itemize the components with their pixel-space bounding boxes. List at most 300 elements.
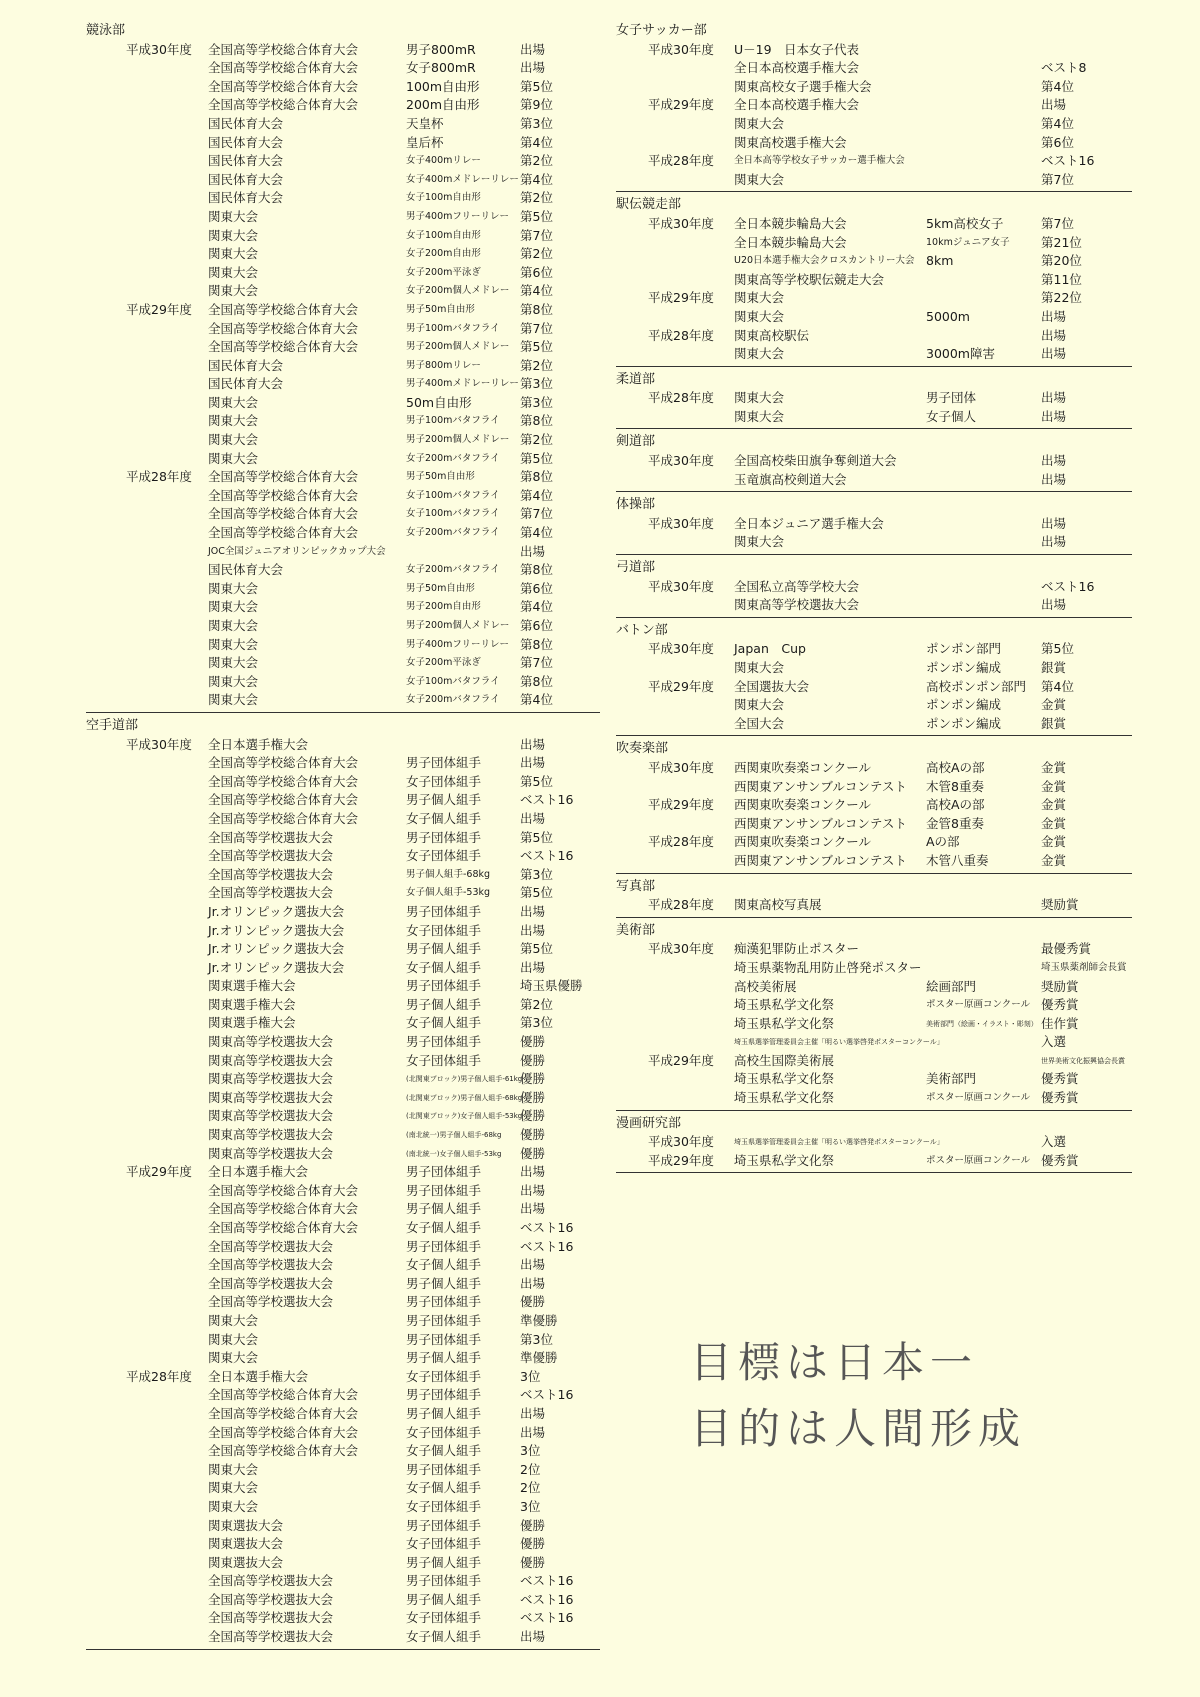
year-label: 平成28年度 — [126, 469, 192, 485]
event-name: 女子個人組手 — [406, 1480, 482, 1496]
result-value: 第5位 — [520, 208, 553, 224]
result-row — [86, 1498, 600, 1517]
result-value: 第8位 — [520, 636, 553, 652]
result-value: 第11位 — [1041, 271, 1082, 287]
result-value: 第4位 — [520, 487, 553, 503]
event-name: ポンポン編成 — [926, 697, 1002, 713]
result-value: 出場 — [520, 1275, 546, 1291]
competition-name: 関東選手権大会 — [208, 1015, 296, 1031]
event-name: 女子200mバタフライ — [406, 452, 500, 464]
competition-name: 全国高等学校選抜大会 — [208, 1573, 334, 1589]
competition-name: 全国高等学校選抜大会 — [208, 1610, 334, 1626]
year-group — [86, 41, 600, 301]
competition-name: 埼玉県私学文化祭 — [734, 1090, 835, 1106]
event-name: 女子個人組手 — [406, 1015, 482, 1031]
event-name: (北関東ブロック)男子個人組手-61kg — [406, 1075, 523, 1084]
result-row — [86, 245, 600, 264]
competition-name: 関東大会 — [208, 599, 259, 615]
event-name: 女子100mバタフライ — [406, 489, 500, 501]
competition-name: 全国高等学校総合体育大会 — [208, 506, 359, 522]
competition-name: 全国高等学校総合体育大会 — [208, 339, 359, 355]
competition-name: 関東大会 — [734, 534, 785, 550]
result-row — [616, 271, 1132, 290]
result-value: 第4位 — [520, 599, 553, 615]
result-row — [86, 977, 600, 996]
competition-name: Jr.オリンピック選抜大会 — [208, 959, 345, 975]
result-value: 優勝 — [520, 1034, 546, 1050]
competition-name: 関東大会 — [734, 408, 785, 424]
event-name: 木管八重奏 — [926, 852, 989, 868]
competition-name: 関東大会 — [734, 290, 785, 306]
year-label: 平成28年度 — [648, 153, 714, 169]
competition-name: 全国高等学校総合体育大会 — [208, 792, 359, 808]
event-name: (北関東ブロック)男子個人組手-68kg — [406, 1093, 523, 1102]
competition-name: 関東高校写真展 — [734, 897, 822, 913]
result-row — [86, 134, 600, 153]
year-label: 平成29年度 — [648, 1052, 714, 1068]
result-row — [616, 96, 1132, 115]
year-label: 平成30年度 — [648, 215, 714, 231]
result-row — [616, 1033, 1132, 1052]
competition-name: 関東高等学校選抜大会 — [208, 1071, 334, 1087]
result-value: 出場 — [520, 60, 546, 76]
result-row — [86, 1200, 600, 1219]
competition-name: 埼玉県薬物乱用防止啓発ポスター — [734, 959, 922, 975]
event-name: 男子個人組手 — [406, 1350, 482, 1366]
competition-name: 関東高校女子選手権大会 — [734, 78, 872, 94]
result-row — [86, 810, 600, 829]
competition-name: 関東選手権大会 — [208, 996, 296, 1012]
event-name: 女子団体組手 — [406, 922, 482, 938]
result-row — [86, 1107, 600, 1126]
competition-name: 全日本選手権大会 — [208, 1164, 309, 1180]
result-row — [616, 778, 1132, 797]
competition-name: Japan Cup — [734, 641, 806, 657]
result-value: 第7位 — [1041, 171, 1074, 187]
club-section — [616, 559, 1132, 618]
result-row — [616, 134, 1132, 153]
club-title: 柔道部 — [616, 371, 656, 387]
result-row — [86, 1349, 600, 1368]
competition-name: 関東大会 — [208, 655, 259, 671]
result-row — [86, 1238, 600, 1257]
result-value: ベスト16 — [520, 1387, 574, 1403]
result-row — [86, 1442, 600, 1461]
competition-name: Jr.オリンピック選抜大会 — [208, 941, 345, 957]
result-value: 出場 — [520, 1182, 546, 1198]
event-name: 女子団体組手 — [406, 848, 482, 864]
competition-name: 関東選抜大会 — [208, 1536, 284, 1552]
event-name: 女子100mバタフライ — [406, 508, 500, 520]
event-name: 女子団体組手 — [406, 1368, 482, 1384]
competition-name: 玉竜旗高校剣道大会 — [734, 471, 847, 487]
competition-name: 国民体育大会 — [208, 153, 284, 169]
result-value: 出場 — [1041, 515, 1067, 531]
competition-name: 関東大会 — [208, 394, 259, 410]
year-label: 平成30年度 — [648, 941, 714, 957]
event-name: 男子200m個人メドレー — [406, 341, 510, 353]
result-row — [86, 468, 600, 487]
result-row — [86, 1070, 600, 1089]
result-value: 第3位 — [520, 115, 553, 131]
event-name: 男子個人組手 — [406, 1275, 482, 1291]
event-name: 男子個人組手 — [406, 1201, 482, 1217]
result-value: 優勝 — [520, 1554, 546, 1570]
event-name: 100m自由形 — [406, 78, 480, 94]
result-value: 3位 — [520, 1368, 541, 1384]
result-row — [616, 171, 1132, 190]
result-row — [616, 1089, 1132, 1108]
event-name: 高校ポンポン部門 — [926, 678, 1027, 694]
club-section — [616, 371, 1132, 430]
event-name: 5km高校女子 — [926, 215, 1004, 231]
result-row — [86, 1368, 600, 1387]
event-name: 男子団体組手 — [406, 1182, 482, 1198]
result-value: 2位 — [520, 1480, 541, 1496]
year-group — [616, 452, 1132, 489]
result-row — [86, 1089, 600, 1108]
result-row — [86, 922, 600, 941]
event-name: 女子200m個人メドレー — [406, 285, 510, 297]
result-row — [86, 847, 600, 866]
event-name: 男子団体組手 — [406, 903, 482, 919]
event-name: 女子個人組手-53kg — [406, 887, 491, 899]
result-value: 出場 — [520, 1424, 546, 1440]
result-value: 最優秀賞 — [1041, 941, 1092, 957]
result-row — [86, 654, 600, 673]
competition-name: 高校生国際美術展 — [734, 1052, 835, 1068]
event-name: 男子団体組手 — [406, 1573, 482, 1589]
competition-name: 全国高等学校総合体育大会 — [208, 1424, 359, 1440]
slogan-line-1: 目標は日本一 — [690, 1338, 979, 1387]
result-value: 第8位 — [520, 469, 553, 485]
competition-name: 全国私立高等学校大会 — [734, 578, 860, 594]
event-name: 女子個人組手 — [406, 1220, 482, 1235]
event-name: 10kmジュニア女子 — [926, 236, 1010, 248]
event-name: 女子団体組手 — [406, 1536, 482, 1552]
result-row — [616, 78, 1132, 97]
event-name: 50m自由形 — [406, 394, 472, 410]
competition-name: 関東高等学校選抜大会 — [734, 597, 860, 613]
event-name: 8km — [926, 253, 954, 269]
club-section — [616, 22, 1132, 192]
competition-name: 関東大会 — [208, 673, 259, 689]
result-value: ベスト8 — [1041, 60, 1087, 76]
event-name: 女子団体組手 — [406, 1610, 482, 1626]
event-name: 男子200m個人メドレー — [406, 434, 510, 446]
result-row — [616, 678, 1132, 697]
event-name: 女子800mR — [406, 60, 476, 76]
slogan — [690, 1330, 1130, 1462]
competition-name: 全国高等学校選抜大会 — [208, 866, 334, 882]
year-label: 平成30年度 — [648, 759, 714, 775]
competition-name: 全国高等学校総合体育大会 — [208, 1182, 359, 1198]
result-row — [616, 640, 1132, 659]
event-name: 男子団体組手 — [406, 1294, 482, 1310]
result-value: 金賞 — [1041, 759, 1067, 775]
result-value: 金賞 — [1041, 797, 1067, 813]
result-value: 奨励賞 — [1041, 897, 1079, 913]
result-row — [616, 408, 1132, 427]
event-name: 男子800mリレー — [406, 359, 481, 371]
event-name: ポンポン編成 — [926, 660, 1002, 675]
event-name: 高校Aの部 — [926, 797, 985, 813]
result-value: 第8位 — [520, 413, 553, 429]
result-value: 優勝 — [520, 1071, 546, 1087]
result-value: 準優勝 — [520, 1350, 558, 1366]
club-title: 女子サッカー部 — [616, 23, 707, 38]
event-name: 200m自由形 — [406, 97, 480, 113]
result-value: 第6位 — [520, 580, 553, 596]
result-value: ベスト16 — [520, 1573, 574, 1589]
result-value: 埼玉県優勝 — [520, 978, 583, 994]
year-group — [86, 1163, 600, 1368]
year-label: 平成30年度 — [648, 41, 714, 57]
result-row — [616, 152, 1132, 171]
result-value: 出場 — [520, 1257, 546, 1273]
year-label: 平成30年度 — [126, 736, 192, 752]
result-value: 第8位 — [520, 301, 553, 317]
result-row — [616, 289, 1132, 308]
competition-name: 国民体育大会 — [208, 171, 284, 187]
competition-name: 関東大会 — [734, 115, 785, 131]
result-value: 出場 — [520, 543, 546, 559]
year-label: 平成30年度 — [648, 515, 714, 531]
club-title: 剣道部 — [616, 434, 656, 450]
event-name: 男子団体組手 — [406, 1034, 482, 1050]
competition-name: 関東大会 — [734, 697, 785, 713]
year-label: 平成28年度 — [648, 834, 714, 850]
slogan-line-2: 目的は人間形成 — [690, 1404, 1027, 1453]
result-row — [86, 1014, 600, 1033]
result-row — [86, 673, 600, 692]
result-row — [86, 431, 600, 450]
competition-name: 全日本選手権大会 — [208, 1368, 309, 1384]
competition-name: 全日本選手権大会 — [208, 736, 309, 752]
result-value: 出場 — [1041, 534, 1067, 550]
result-row — [86, 1424, 600, 1443]
club-title: 吹奏楽部 — [616, 741, 669, 757]
result-row — [86, 1145, 600, 1164]
result-row — [86, 884, 600, 903]
result-row — [86, 636, 600, 655]
result-value: 出場 — [520, 1201, 546, 1217]
year-group — [616, 289, 1132, 326]
event-name: 女子個人組手 — [406, 1443, 482, 1459]
result-row — [616, 659, 1132, 678]
result-value: ベスト16 — [520, 1591, 574, 1607]
result-row — [616, 252, 1132, 271]
result-value: 出場 — [520, 736, 546, 752]
result-value: 第2位 — [520, 357, 553, 373]
result-value: 優勝 — [520, 1127, 546, 1143]
competition-name: 全日本高等学校女子サッカー選手権大会 — [734, 155, 905, 167]
result-value: 優勝 — [520, 1108, 546, 1124]
club-title: 美術部 — [616, 922, 656, 938]
year-label: 平成30年度 — [648, 641, 714, 657]
competition-name: 関東大会 — [208, 580, 259, 596]
result-row — [86, 412, 600, 431]
year-group — [616, 389, 1132, 426]
competition-name: 関東大会 — [208, 246, 259, 262]
competition-name: 全日本競歩輪島大会 — [734, 215, 847, 231]
result-value: 第2位 — [520, 153, 553, 169]
competition-name: 関東大会 — [208, 1480, 259, 1496]
competition-name: 全国高等学校選抜大会 — [208, 1257, 334, 1273]
competition-name: 全国選抜大会 — [734, 678, 810, 694]
competition-name: 関東大会 — [208, 227, 259, 243]
year-label: 平成28年度 — [648, 897, 714, 913]
competition-name: JOC全国ジュニアオリンピックカップ大会 — [208, 545, 386, 557]
result-value: 第20位 — [1041, 253, 1082, 269]
result-row — [86, 791, 600, 810]
result-value: 奨励賞 — [1041, 978, 1079, 994]
result-value: ベスト16 — [1041, 578, 1095, 594]
year-label: 平成30年度 — [648, 578, 714, 594]
competition-name: 高校美術展 — [734, 978, 797, 994]
competition-name: 全国高等学校総合体育大会 — [208, 78, 359, 94]
result-value: 第21位 — [1041, 234, 1082, 250]
competition-name: U－19 日本女子代表 — [734, 41, 860, 57]
competition-name: 関東高校駅伝 — [734, 327, 810, 343]
event-name: 男子100mバタフライ — [406, 415, 500, 427]
result-value: 出場 — [520, 810, 546, 826]
result-row — [86, 59, 600, 78]
result-row — [616, 1052, 1132, 1071]
club-title: 駅伝競走部 — [616, 197, 682, 213]
event-name: 女子個人組手 — [406, 959, 482, 975]
result-row — [86, 959, 600, 978]
competition-name: 関東大会 — [208, 1350, 259, 1366]
competition-name: 国民体育大会 — [208, 190, 284, 206]
result-value: 銀賞 — [1041, 660, 1067, 675]
competition-name: 関東大会 — [208, 432, 259, 448]
event-name: 男子200m自由形 — [406, 601, 481, 613]
competition-name: 全国高等学校総合体育大会 — [208, 301, 359, 317]
event-name: ポスター原画コンクール — [926, 1154, 1031, 1166]
year-group — [86, 468, 600, 710]
year-group — [616, 578, 1132, 615]
event-name: 男子団体組手 — [406, 829, 482, 845]
result-row — [86, 375, 600, 394]
event-name: 男子400mメドレーリレー — [406, 378, 519, 390]
competition-name: 埼玉県私学文化祭 — [734, 1015, 835, 1031]
result-row — [86, 1572, 600, 1591]
event-name: 女子個人組手 — [406, 810, 482, 826]
result-row — [86, 1386, 600, 1405]
competition-name: 全国高等学校選抜大会 — [208, 829, 334, 845]
competition-name: 関東大会 — [208, 1312, 259, 1328]
event-name: 男子400mフリーリレー — [406, 210, 510, 222]
club-title: 写真部 — [616, 878, 656, 894]
result-value: 金賞 — [1041, 834, 1067, 850]
result-value: 第5位 — [520, 885, 553, 901]
result-row — [616, 41, 1132, 60]
competition-name: 関東大会 — [208, 618, 259, 633]
result-value: 第3位 — [520, 394, 553, 410]
event-name: 女子団体組手 — [406, 1498, 482, 1514]
result-row — [616, 345, 1132, 364]
year-label: 平成30年度 — [126, 41, 192, 57]
event-name: 男子団体組手 — [406, 1164, 482, 1180]
event-name: 女子400mメドレーリレー — [406, 173, 519, 185]
competition-name: 全日本競歩輪島大会 — [734, 234, 847, 250]
result-value: 第4位 — [1041, 78, 1074, 94]
event-name: 男子個人組手 — [406, 792, 482, 808]
competition-name: 全国高等学校総合体育大会 — [208, 810, 359, 826]
result-row — [86, 41, 600, 60]
result-row — [616, 452, 1132, 471]
competition-name: 全日本高校選手権大会 — [734, 60, 860, 76]
result-value: 第7位 — [520, 320, 553, 336]
year-label: 平成28年度 — [648, 327, 714, 343]
result-row — [86, 282, 600, 301]
result-row — [86, 1535, 600, 1554]
event-name: 女子200mバタフライ — [406, 694, 500, 706]
result-value: ベスト16 — [1041, 153, 1095, 169]
club-title: 漫画研究部 — [616, 1115, 682, 1131]
competition-name: Jr.オリンピック選抜大会 — [208, 903, 345, 919]
event-name: 高校Aの部 — [926, 759, 985, 775]
event-name: 男子800mR — [406, 41, 476, 57]
result-value: 第4位 — [520, 283, 553, 299]
event-name: 女子200m自由形 — [406, 248, 481, 260]
result-value: 優勝 — [520, 1517, 546, 1533]
year-label: 平成29年度 — [648, 797, 714, 813]
event-name: 皇后杯 — [406, 134, 444, 150]
result-value: 出場 — [520, 1629, 546, 1645]
event-name: ポンポン編成 — [926, 715, 1002, 731]
year-group — [86, 301, 600, 468]
result-value: 第2位 — [520, 190, 553, 206]
result-value: 第4位 — [520, 692, 553, 708]
result-row — [86, 1312, 600, 1331]
event-name: 女子個人 — [926, 408, 977, 424]
event-name: 女子団体組手 — [406, 1052, 482, 1068]
year-label: 平成30年度 — [648, 1134, 714, 1150]
result-row — [86, 227, 600, 246]
result-row — [616, 959, 1132, 978]
competition-name: 西関東吹奏楽コンクール — [734, 797, 872, 813]
club-title: バトン部 — [616, 622, 668, 638]
competition-name: 埼玉県私学文化祭 — [734, 997, 835, 1013]
event-name: 女子200mバタフライ — [406, 564, 500, 576]
competition-name: 全国高等学校総合体育大会 — [208, 41, 359, 57]
year-group — [616, 515, 1132, 552]
result-row — [86, 996, 600, 1015]
competition-name: Jr.オリンピック選抜大会 — [208, 922, 345, 938]
result-row — [86, 940, 600, 959]
competition-name: 痴漢犯罪防止ポスター — [734, 941, 860, 957]
competition-name: 関東高等学校選抜大会 — [208, 1089, 334, 1105]
result-row — [86, 1126, 600, 1145]
result-value: 2位 — [520, 1461, 541, 1477]
competition-name: 全国高等学校総合体育大会 — [208, 97, 359, 113]
result-row — [86, 561, 600, 580]
result-value: 優秀賞 — [1041, 1152, 1079, 1168]
result-value: 第6位 — [520, 264, 553, 280]
event-name: 男子団体組手 — [406, 1312, 482, 1328]
year-group — [616, 833, 1132, 870]
competition-name: 全国高等学校総合体育大会 — [208, 320, 359, 336]
competition-name: 全国高等学校選抜大会 — [208, 1238, 334, 1254]
result-row — [86, 394, 600, 413]
year-group — [616, 640, 1132, 677]
result-value: 優勝 — [520, 1294, 546, 1310]
event-name: Aの部 — [926, 834, 960, 850]
competition-name: 全国高等学校総合体育大会 — [208, 469, 359, 485]
result-row — [86, 903, 600, 922]
